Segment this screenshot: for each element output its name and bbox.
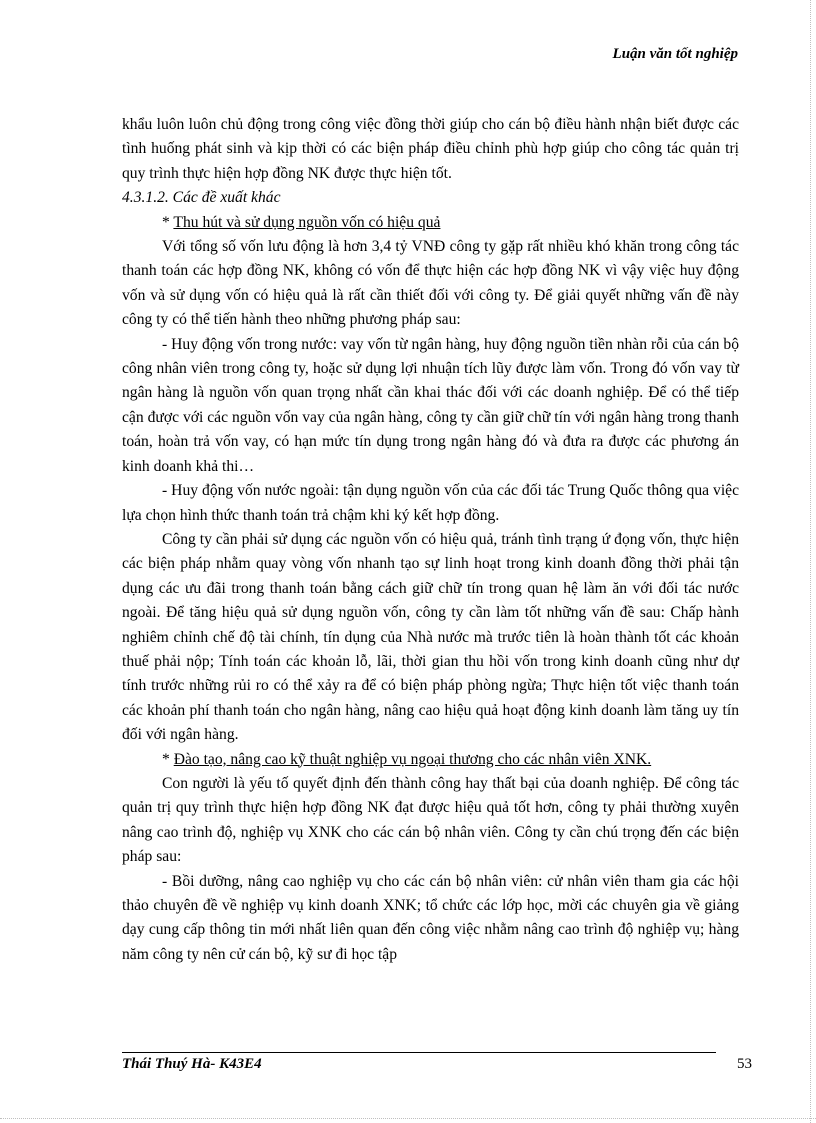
document-body [122, 113, 739, 967]
page-edge-bottom [0, 1118, 816, 1119]
running-header: Luận văn tốt nghiệp [612, 46, 738, 62]
paragraph-capital-intro: Với tổng số vốn lưu động là hơn 3,4 tỷ VNĐ công ty gặp rất nhiều khó khăn trong công tác thanh toán các hợp đồng NK, không có vốn để thực hiện các hợp đồng NK vì vậy việc huy động vốn và sử dụng vốn có hiệu quả là rất cần thiết đối với công ty. Để giải quyết những vấn đề này công ty có thể tiến hành theo những phương pháp sau: [122, 238, 739, 329]
subheading-training-text: Đào tạo, nâng cao kỹ thuật nghiệp vụ ngoại thương cho các nhân viên XNK. [173, 750, 652, 768]
footer-rule [122, 1052, 716, 1053]
page-number: 53 [737, 1056, 752, 1072]
footer-author: Thái Thuý Hà- K43E4 [122, 1056, 262, 1072]
paragraph-human-factor: Con người là yếu tố quyết định đến thành công hay thất bại của doanh nghiệp. Để công tác quản trị quy trình thực hiện hợp đồng NK đạt được hiệu quả tốt hơn, công ty phải thường xuyên nâng cao trình độ, nghiệp vụ XNK cho các cán bộ nhân viên. Công ty cần chú trọng đến các biện pháp sau: [122, 774, 739, 866]
paragraph-continuation: khẩu luôn luôn chủ động trong công việc đồng thời giúp cho cán bộ điều hành nhận biết được các tình huống phát sinh và kịp thời có các biện pháp điều chỉnh phù hợp giúp cho công tác quản trị quy trình thực hiện hợp đồng NK được thực hiện tốt. [122, 116, 739, 182]
paragraph-training-measures: - Bồi dưỡng, nâng cao nghiệp vụ cho các cán bộ nhân viên: cử nhân viên tham gia các hội thảo chuyên đề về nghiệp vụ kinh doanh XNK; tổ chức các lớp học, mời các chuyên gia về giảng dạy cung cấp thông tin mới nhất liên quan đến công việc nhằm nâng cao trình độ nghiệp vụ; hàng năm công ty nên cử cán bộ, kỹ sư đi học tập [122, 872, 739, 963]
paragraph-foreign-capital: - Huy động vốn nước ngoài: tận dụng nguồn vốn của các đối tác Trung Quốc thông qua việc lựa chọn hình thức thanh toán trả chậm khi ký kết hợp đồng. [122, 482, 739, 524]
section-heading: 4.3.1.2. Các đề xuất khác [122, 189, 281, 207]
paragraph-capital-efficiency: Công ty cần phải sử dụng các nguồn vốn có hiệu quả, tránh tình trạng ứ đọng vốn, thực hiện các biện pháp nhằm quay vòng vốn nhanh tạo sự linh hoạt trong kinh doanh đồng thời phải tận dụng các ưu đãi trong thanh toán bằng cách giữ chữ tín trong quan hệ làm ăn với đối tác nước ngoài. Để tăng hiệu quả sử dụng nguồn vốn, công ty cần làm tốt những vấn đề sau: Chấp hành nghiêm chỉnh chế độ tài chính, tín dụng của Nhà nước mà trước tiên là hoàn thành tốt các khoản thuế phải nộp; Tính toán các khoản lỗ, lãi, thời gian thu hồi vốn trong kinh doanh cũng như dự tính trước những rủi ro có thể xảy ra để có biện pháp phòng ngừa; Thực hiện tốt việc thanh toán các khoản phí thanh toán cho ngân hàng, nâng cao hiệu quả hoạt động kinh doanh làm tăng uy tín đối với ngân hàng. [122, 530, 739, 744]
bullet-star: * [162, 213, 174, 231]
paragraph-domestic-capital: - Huy động vốn trong nước: vay vốn từ ngân hàng, huy động nguồn tiền nhàn rỗi của cán bộ công nhân viên trong công ty, hoặc sử dụng lợi nhuận tích lũy được làm vốn. Trong đó vốn vay từ ngân hàng là nguồn vốn quan trọng nhất cần khai thác đối với các doanh nghiệp. Để có thể tiếp cận được với các nguồn vốn vay của ngân hàng, công ty cần giữ chữ tín với ngân hàng trong thanh toán, hoàn trả vốn vay, có hạn mức tín dụng trong ngân hàng đó và đưa ra được các phương án kinh doanh khả thi… [122, 335, 739, 475]
subheading-capital-text: Thu hút và sử dụng nguồn vốn có hiệu quả [173, 213, 441, 231]
bullet-star: * [162, 750, 174, 768]
subheading-capital [122, 211, 739, 235]
subheading-training [122, 748, 739, 772]
page-edge-right [810, 0, 811, 1123]
